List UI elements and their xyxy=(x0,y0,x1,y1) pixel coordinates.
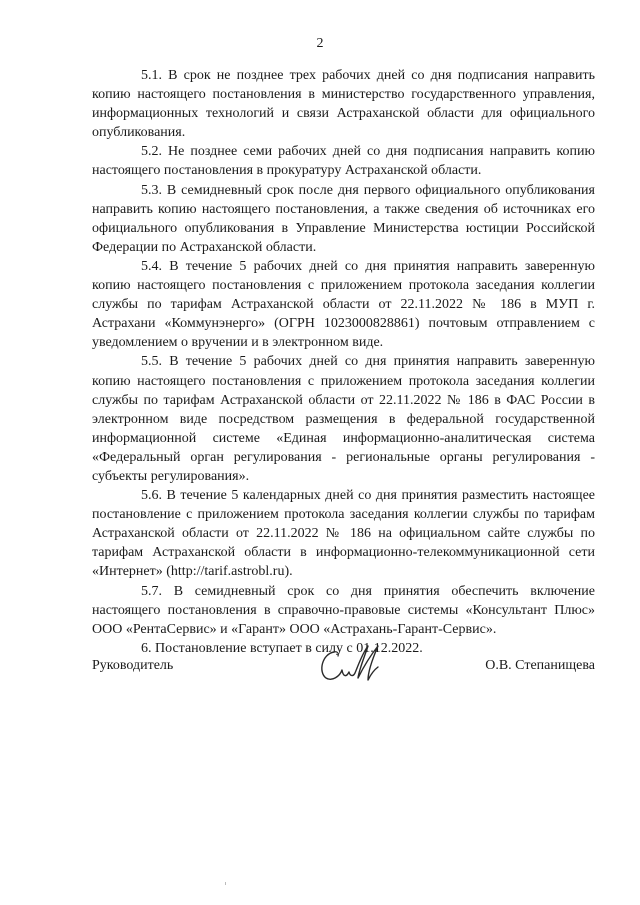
scan-artifact xyxy=(225,882,226,885)
signature-block xyxy=(0,640,640,700)
paragraph-5-7: 5.7. В семидневный срок со дня принятия обеспечить включение настоящего постановления в справочно-правовые системы «Консультант Плюс» ООО «РентаСервис» и «Гарант» ООО «Астрахань-Гарант-Сервис». xyxy=(92,583,595,637)
document-body xyxy=(92,66,595,658)
signatory-name: О.В. Степанищева xyxy=(485,658,595,673)
paragraph-5-5: 5.5. В течение 5 рабочих дней со дня принятия направить заверенную копию настоящего постановления с приложением протокола заседания коллегии службы по тарифам Астраханской области от 22.11.2022 № 186 в ФАС России в электронном виде посредством размещения в федеральной государственной информационной системе «Единая информационно-аналитическая система «Федеральный орган регулирования - региональные органы регулирования - субъекты регулирования». xyxy=(92,354,595,484)
paragraph-5-4: 5.4. В течение 5 рабочих дней со дня принятия направить заверенную копию настоящего постановления с приложением протокола заседания коллегии службы по тарифам Астраханской области от 22.11.2022 № 186 в МУП г. Астрахани «Коммунэнерго» (ОГРН 1023000828861) почтовым отправлением с уведомлением о вручении и в электронном виде. xyxy=(92,258,595,351)
paragraph-5-2: 5.2. Не позднее семи рабочих дней со дня подписания направить копию настоящего постановления в прокуратуру Астраханской области. xyxy=(92,144,595,179)
paragraph-5-3: 5.3. В семидневный срок после дня первого официального опубликования направить копию настоящего постановления, а также сведения об источниках его официального опубликования в Управление Министерства юстиции Российской Федерации по Астраханской области. xyxy=(92,182,595,255)
page-number: 2 xyxy=(316,36,324,51)
paragraph-5-6: 5.6. В течение 5 календарных дней со дня принятия разместить настоящее постановление с приложением протокола заседания коллегии службы по тарифам Астраханской области от 22.11.2022 № 186 на официальном сайте службы по тарифам Астраханской области в информационно-телекоммуникационной сети «Интернет» (http://tarif.astrobl.ru). xyxy=(92,488,595,580)
handwritten-signature xyxy=(312,640,392,692)
paragraph-5-1: 5.1. В срок не позднее трех рабочих дней со дня подписания направить копию настоящего постановления в министерство государственного управления, информационных технологий и связи Астраханской области для официального опубликования. xyxy=(92,68,595,141)
signatory-title: Руководитель xyxy=(92,658,174,673)
paragraph-6: 6. Постановление вступает в силу с 01.12.2022. xyxy=(141,640,423,656)
